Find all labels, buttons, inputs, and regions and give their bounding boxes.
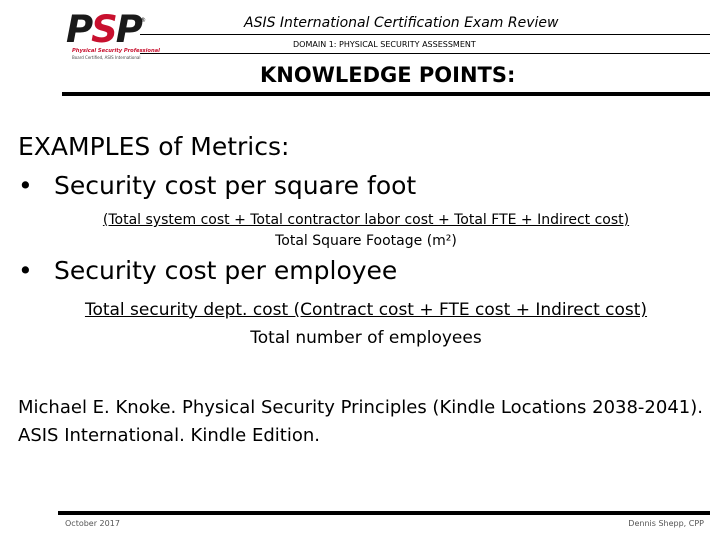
formula-numerator: (Total system cost + Total contractor labor cost + Total FTE + Indirect cost) xyxy=(102,212,630,228)
formula-denominator: Total number of employees xyxy=(250,328,482,348)
bullet-marker: • xyxy=(18,256,33,285)
citation: Michael E. Knoke. Physical Security Principles (Kindle Locations 2038-2041). ASIS International. Kindle Edition. xyxy=(18,397,703,446)
bullet-marker: • xyxy=(18,171,33,200)
header-title: ASIS International Certification Exam Review xyxy=(244,15,559,31)
header-divider-bottom xyxy=(140,53,710,54)
logo-tagline: Physical Security Professional xyxy=(72,48,160,54)
bullet-label: Security cost per employee xyxy=(54,256,398,285)
footer-rule xyxy=(58,511,710,515)
logo-letter-p: P xyxy=(66,8,92,51)
domain-label: DOMAIN 1: PHYSICAL SECURITY ASSESSMENT xyxy=(293,40,476,49)
psp-logo xyxy=(66,8,160,60)
formula xyxy=(60,210,672,252)
formula-denominator: Total Square Footage (m²) xyxy=(275,233,457,249)
bullet-item xyxy=(18,256,397,286)
logo-letter-s: S xyxy=(91,8,116,51)
section-title: KNOWLEDGE POINTS: xyxy=(260,63,516,87)
registered-mark: ® xyxy=(140,17,146,24)
psp-logo-mark xyxy=(66,8,141,52)
formula xyxy=(44,296,688,352)
logo-letter-p2: P xyxy=(115,8,141,51)
header-divider-top xyxy=(140,34,710,35)
section-rule xyxy=(62,92,710,96)
footer-author: Dennis Shepp, CPP xyxy=(628,519,704,528)
bullet-item xyxy=(18,171,416,201)
logo-subtagline: Board Certified, ASIS International xyxy=(72,55,141,60)
footer-date: October 2017 xyxy=(65,519,120,528)
examples-heading: EXAMPLES of Metrics: xyxy=(18,132,290,161)
formula-numerator: Total security dept. cost (Contract cost + FTE cost + Indirect cost) xyxy=(84,300,648,320)
bullet-label: Security cost per square foot xyxy=(54,171,417,200)
